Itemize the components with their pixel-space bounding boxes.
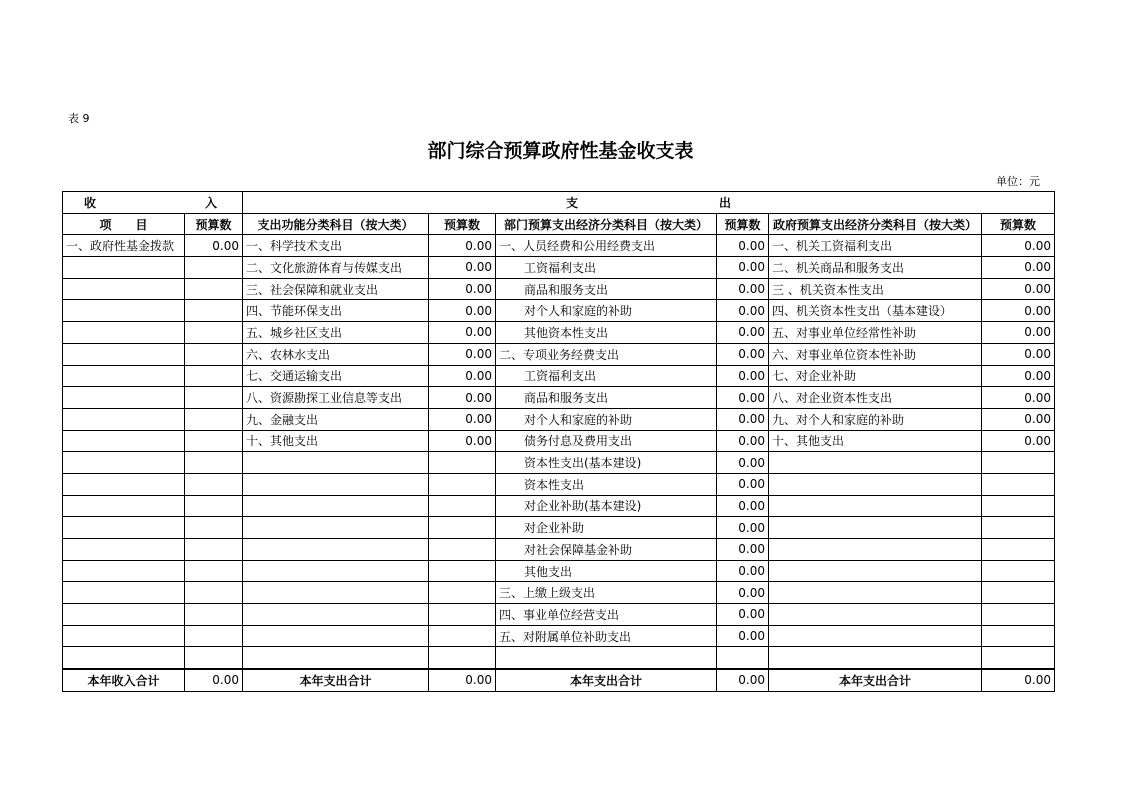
func-total-amount: 0.00 — [429, 669, 496, 691]
func-class-item — [243, 647, 429, 669]
income-section-header — [63, 192, 243, 214]
gov-econ-amount — [982, 604, 1055, 626]
gov-econ-amount — [982, 560, 1055, 582]
func-class-item — [243, 625, 429, 647]
income-item — [63, 539, 185, 561]
func-class-amount — [429, 560, 496, 582]
dept-total-label: 本年支出合计 — [496, 669, 717, 691]
func-class-amount: 0.00 — [429, 408, 496, 430]
gov-econ-item: 六、对事业单位资本性补助 — [769, 343, 982, 365]
income-item — [63, 647, 185, 669]
table-row — [63, 322, 1055, 344]
dept-econ-item: 五、对附属单位补助支出 — [496, 625, 717, 647]
expense-header-right: 出 — [718, 195, 731, 210]
dept-econ-amount: 0.00 — [717, 452, 769, 474]
income-amount: 0.00 — [185, 235, 243, 257]
func-class-item — [243, 560, 429, 582]
dept-econ-amount: 0.00 — [717, 300, 769, 322]
gov-econ-amount: 0.00 — [982, 343, 1055, 365]
dept-econ-item: 商品和服务支出 — [496, 387, 717, 409]
income-amount — [185, 647, 243, 669]
func-class-item — [243, 495, 429, 517]
gov-econ-amount: 0.00 — [982, 430, 1055, 452]
income-amount — [185, 343, 243, 365]
func-class-amount: 0.00 — [429, 430, 496, 452]
table-row — [63, 582, 1055, 604]
gov-econ-item: 三 、机关资本性支出 — [769, 278, 982, 300]
table-row — [63, 278, 1055, 300]
page-title: 部门综合预算政府性基金收支表 — [427, 140, 694, 162]
dept-econ-amount: 0.00 — [717, 278, 769, 300]
gov-econ-item: 九、对个人和家庭的补助 — [769, 408, 982, 430]
dept-econ-item — [496, 647, 717, 669]
gov-econ-item — [769, 495, 982, 517]
func-class-item — [243, 604, 429, 626]
func-class-amount: 0.00 — [429, 322, 496, 344]
func-class-amount — [429, 647, 496, 669]
income-header-right: 入 — [204, 195, 217, 210]
income-amount — [185, 408, 243, 430]
gov-econ-item — [769, 604, 982, 626]
dept-econ-item: 债务付息及费用支出 — [496, 430, 717, 452]
func-class-item: 五、城乡社区支出 — [243, 322, 429, 344]
func-class-amount — [429, 517, 496, 539]
table-row — [63, 604, 1055, 626]
income-amount — [185, 257, 243, 279]
dept-econ-amount: 0.00 — [717, 473, 769, 495]
income-item — [63, 582, 185, 604]
income-amount — [185, 495, 243, 517]
income-amount — [185, 365, 243, 387]
income-item — [63, 452, 185, 474]
func-class-item — [243, 582, 429, 604]
expense-header-left: 支 — [566, 195, 579, 210]
dept-econ-amount: 0.00 — [717, 322, 769, 344]
income-amount — [185, 625, 243, 647]
func-class-amount — [429, 473, 496, 495]
dept-econ-amount: 0.00 — [717, 539, 769, 561]
col-header-gov-econ-class: 政府预算支出经济分类科目（按大类） — [769, 213, 982, 235]
dept-econ-item: 工资福利支出 — [496, 257, 717, 279]
col-header-budget: 预算数 — [429, 213, 496, 235]
dept-econ-item: 资本性支出(基本建设) — [496, 452, 717, 474]
gov-econ-amount: 0.00 — [982, 322, 1055, 344]
dept-econ-item: 三、上缴上级支出 — [496, 582, 717, 604]
dept-econ-item: 四、事业单位经营支出 — [496, 604, 717, 626]
func-class-amount — [429, 582, 496, 604]
dept-econ-amount: 0.00 — [717, 257, 769, 279]
income-item — [63, 322, 185, 344]
unit-label: 单位：元 — [996, 175, 1040, 188]
dept-econ-item: 对社会保障基金补助 — [496, 539, 717, 561]
table-row — [63, 365, 1055, 387]
table-row — [63, 408, 1055, 430]
dept-econ-item: 其他资本性支出 — [496, 322, 717, 344]
gov-econ-amount: 0.00 — [982, 387, 1055, 409]
func-class-amount: 0.00 — [429, 235, 496, 257]
func-class-amount: 0.00 — [429, 343, 496, 365]
gov-econ-amount: 0.00 — [982, 235, 1055, 257]
gov-total-amount: 0.00 — [982, 669, 1055, 691]
table-row — [63, 539, 1055, 561]
gov-econ-amount — [982, 647, 1055, 669]
table-row — [63, 430, 1055, 452]
dept-econ-amount: 0.00 — [717, 408, 769, 430]
func-class-item — [243, 539, 429, 561]
table-row — [63, 235, 1055, 257]
gov-econ-amount — [982, 452, 1055, 474]
income-amount — [185, 582, 243, 604]
gov-econ-amount: 0.00 — [982, 300, 1055, 322]
gov-total-label: 本年支出合计 — [769, 669, 982, 691]
gov-econ-item: 一、机关工资福利支出 — [769, 235, 982, 257]
gov-econ-item — [769, 452, 982, 474]
dept-econ-item: 对企业补助 — [496, 517, 717, 539]
gov-econ-amount — [982, 539, 1055, 561]
budget-table — [62, 191, 1055, 692]
dept-econ-item: 资本性支出 — [496, 473, 717, 495]
func-class-amount — [429, 495, 496, 517]
dept-econ-amount: 0.00 — [717, 343, 769, 365]
gov-econ-item — [769, 647, 982, 669]
income-header-left: 收 — [84, 195, 97, 210]
income-item — [63, 560, 185, 582]
func-class-item: 一、科学技术支出 — [243, 235, 429, 257]
dept-total-amount: 0.00 — [717, 669, 769, 691]
dept-econ-amount: 0.00 — [717, 235, 769, 257]
func-total-label: 本年支出合计 — [243, 669, 429, 691]
income-amount — [185, 430, 243, 452]
dept-econ-amount: 0.00 — [717, 625, 769, 647]
func-class-item: 十、其他支出 — [243, 430, 429, 452]
gov-econ-amount — [982, 495, 1055, 517]
gov-econ-item: 五、对事业单位经常性补助 — [769, 322, 982, 344]
dept-econ-item: 一、人员经费和公用经费支出 — [496, 235, 717, 257]
func-class-item: 七、交通运输支出 — [243, 365, 429, 387]
header-row-columns — [63, 213, 1055, 235]
expense-section-header — [243, 192, 1055, 214]
gov-econ-item: 四、机关资本性支出（基本建设） — [769, 300, 982, 322]
func-class-amount — [429, 604, 496, 626]
table-row — [63, 387, 1055, 409]
dept-econ-amount: 0.00 — [717, 582, 769, 604]
totals-row — [63, 669, 1055, 691]
gov-econ-amount — [982, 582, 1055, 604]
income-item — [63, 387, 185, 409]
col-header-item: 项 目 — [63, 213, 185, 235]
func-class-item — [243, 452, 429, 474]
income-amount — [185, 387, 243, 409]
table-row — [63, 452, 1055, 474]
dept-econ-amount: 0.00 — [717, 560, 769, 582]
gov-econ-amount — [982, 473, 1055, 495]
income-item — [63, 408, 185, 430]
dept-econ-item: 其他支出 — [496, 560, 717, 582]
table-row — [63, 625, 1055, 647]
gov-econ-item: 十、其他支出 — [769, 430, 982, 452]
col-header-budget: 预算数 — [185, 213, 243, 235]
dept-econ-item: 对企业补助(基本建设) — [496, 495, 717, 517]
dept-econ-amount: 0.00 — [717, 365, 769, 387]
table-row — [63, 257, 1055, 279]
func-class-amount: 0.00 — [429, 365, 496, 387]
header-row-income-expense — [63, 192, 1055, 214]
gov-econ-item: 七、对企业补助 — [769, 365, 982, 387]
income-amount — [185, 452, 243, 474]
func-class-amount: 0.00 — [429, 387, 496, 409]
func-class-amount — [429, 539, 496, 561]
gov-econ-item — [769, 473, 982, 495]
col-header-budget: 预算数 — [717, 213, 769, 235]
func-class-amount: 0.00 — [429, 257, 496, 279]
table-row — [63, 560, 1055, 582]
income-item — [63, 430, 185, 452]
income-amount — [185, 560, 243, 582]
income-amount — [185, 278, 243, 300]
table-id: 表 9 — [68, 112, 90, 125]
income-item — [63, 625, 185, 647]
income-amount — [185, 604, 243, 626]
func-class-amount — [429, 452, 496, 474]
table-row — [63, 343, 1055, 365]
dept-econ-amount: 0.00 — [717, 430, 769, 452]
col-header-budget: 预算数 — [982, 213, 1055, 235]
table-row — [63, 473, 1055, 495]
income-item — [63, 343, 185, 365]
dept-econ-item: 对个人和家庭的补助 — [496, 300, 717, 322]
func-class-item: 八、资源勘探工业信息等支出 — [243, 387, 429, 409]
gov-econ-item — [769, 517, 982, 539]
income-item — [63, 278, 185, 300]
func-class-item: 九、金融支出 — [243, 408, 429, 430]
dept-econ-item: 对个人和家庭的补助 — [496, 408, 717, 430]
gov-econ-item — [769, 560, 982, 582]
dept-econ-item: 商品和服务支出 — [496, 278, 717, 300]
income-amount — [185, 322, 243, 344]
income-item — [63, 365, 185, 387]
income-total-label: 本年收入合计 — [63, 669, 185, 691]
gov-econ-item: 二、机关商品和服务支出 — [769, 257, 982, 279]
gov-econ-amount: 0.00 — [982, 257, 1055, 279]
gov-econ-amount: 0.00 — [982, 408, 1055, 430]
income-item — [63, 517, 185, 539]
gov-econ-item — [769, 582, 982, 604]
dept-econ-item: 工资福利支出 — [496, 365, 717, 387]
income-amount — [185, 539, 243, 561]
dept-econ-item: 二、专项业务经费支出 — [496, 343, 717, 365]
func-class-amount: 0.00 — [429, 300, 496, 322]
table-row — [63, 647, 1055, 669]
table-row — [63, 300, 1055, 322]
income-item — [63, 495, 185, 517]
func-class-amount: 0.00 — [429, 278, 496, 300]
income-item — [63, 300, 185, 322]
func-class-amount — [429, 625, 496, 647]
gov-econ-amount: 0.00 — [982, 278, 1055, 300]
func-class-item: 二、文化旅游体育与传媒支出 — [243, 257, 429, 279]
gov-econ-amount — [982, 625, 1055, 647]
income-item — [63, 257, 185, 279]
income-total-amount: 0.00 — [185, 669, 243, 691]
gov-econ-amount — [982, 517, 1055, 539]
income-item — [63, 473, 185, 495]
dept-econ-amount — [717, 647, 769, 669]
income-amount — [185, 300, 243, 322]
func-class-item — [243, 473, 429, 495]
dept-econ-amount: 0.00 — [717, 517, 769, 539]
func-class-item: 四、节能环保支出 — [243, 300, 429, 322]
gov-econ-amount: 0.00 — [982, 365, 1055, 387]
income-amount — [185, 473, 243, 495]
func-class-item: 三、社会保障和就业支出 — [243, 278, 429, 300]
dept-econ-amount: 0.00 — [717, 495, 769, 517]
dept-econ-amount: 0.00 — [717, 604, 769, 626]
gov-econ-item — [769, 625, 982, 647]
gov-econ-item: 八、对企业资本性支出 — [769, 387, 982, 409]
income-item — [63, 604, 185, 626]
table-row — [63, 495, 1055, 517]
func-class-item — [243, 517, 429, 539]
func-class-item: 六、农林水支出 — [243, 343, 429, 365]
dept-econ-amount: 0.00 — [717, 387, 769, 409]
gov-econ-item — [769, 539, 982, 561]
col-header-dept-econ-class: 部门预算支出经济分类科目（按大类） — [496, 213, 717, 235]
table-row — [63, 517, 1055, 539]
col-header-func-class: 支出功能分类科目（按大类） — [243, 213, 429, 235]
income-item: 一、政府性基金拨款 — [63, 235, 185, 257]
income-amount — [185, 517, 243, 539]
